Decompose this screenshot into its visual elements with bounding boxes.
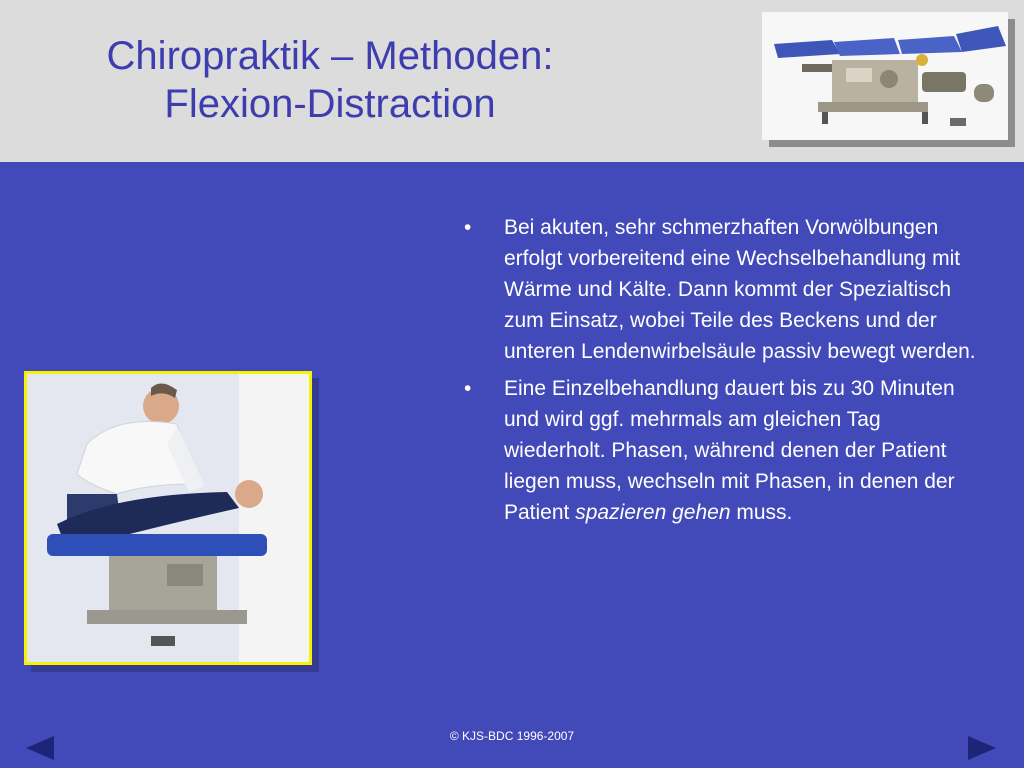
previous-slide-button[interactable] [24,735,56,761]
bullet-text-end: muss. [730,501,793,524]
next-slide-button[interactable] [966,735,998,761]
bullet-text-start: Eine Einzelbehandlung dauert bis zu 30 Minuten und wird ggf. mehrmals am gleichen Tag wiederholt. Phasen, während denen der Patient liegen muss, wechseln mit Phasen, in denen der Patient [504,377,955,524]
slide-title [80,32,580,128]
bullet-item [464,212,984,367]
triangle-left-icon [24,735,56,761]
chiropractic-table-photo [762,12,1008,140]
bullet-item [464,373,984,528]
bullet-text-emphasis: spazieren gehen [575,501,731,524]
bullet-text: Bei akuten, sehr schmerzhaften Vorwölbungen erfolgt vorbereitend eine Wechselbehandlung mit Wärme und Kälte. Dann kommt der Spezialtisch zum Einsatz, wobei Teile des Beckens und der unteren Lendenwirbelsäule passiv bewegt werden. [504,216,976,363]
copyright-footer: © KJS-BDC 1996-2007 [449,729,575,743]
treatment-photo [24,371,312,665]
title-line-2: Flexion-Distraction [164,82,496,126]
bullet-marker: • [464,216,472,239]
bullet-marker: • [464,377,472,400]
bullet-list [464,212,984,534]
title-line-1: Chiropraktik – Methoden: [106,34,554,78]
triangle-right-icon [966,735,998,761]
